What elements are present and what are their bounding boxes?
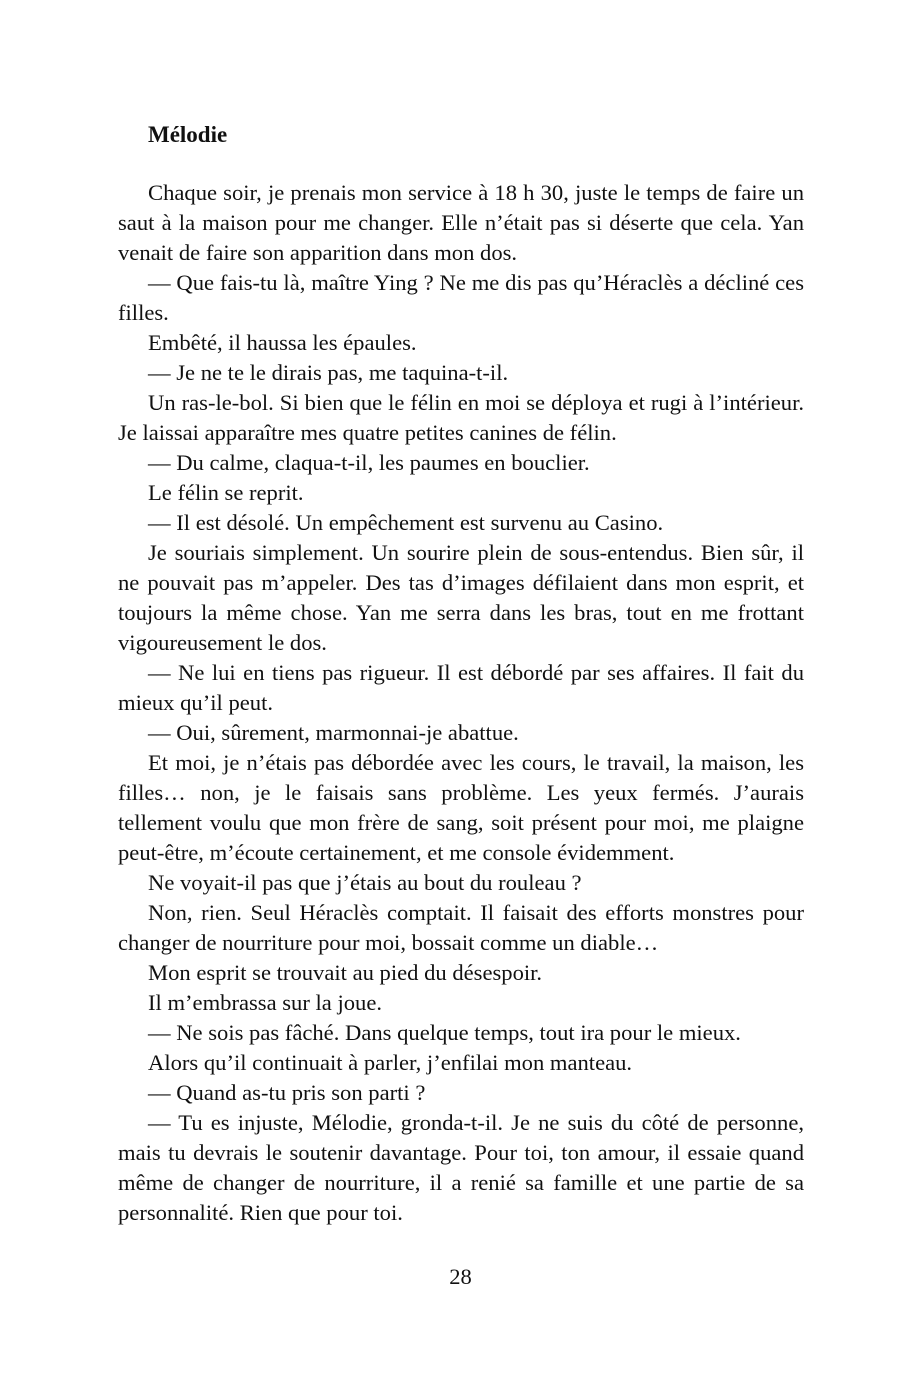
paragraph: Il m’embrassa sur la joue. [148, 990, 383, 1015]
page-number: 28 [449, 1264, 472, 1289]
paragraph: Embêté, il haussa les épaules. [148, 330, 417, 355]
paragraph: Non, rien. Seul Héraclès comptait. Il faisait des efforts monstres pour changer de nourriture pour moi, bossait comme un diable… [118, 900, 804, 955]
chapter-heading: Mélodie [148, 122, 228, 147]
paragraph: — Tu es injuste, Mélodie, gronda-t-il. Je ne suis du côté de personne, mais tu devrais le soutenir davantage. Pour toi, ton amour, il essaie quand même de changer de nourriture, il a renié sa famille et une partie de sa personnalité. Rien que pour toi. [118, 1110, 804, 1225]
paragraph: — Que fais-tu là, maître Ying ? Ne me dis pas qu’Héraclès a décliné ces filles. [118, 270, 804, 325]
paragraph: — Du calme, claqua-t-il, les paumes en bouclier. [148, 450, 590, 475]
paragraph: — Je ne te le dirais pas, me taquina-t-il. [148, 360, 509, 385]
paragraph: Ne voyait-il pas que j’étais au bout du rouleau ? [148, 870, 582, 895]
paragraph: — Oui, sûrement, marmonnai-je abattue. [148, 720, 519, 745]
paragraph: — Ne sois pas fâché. Dans quelque temps, tout ira pour le mieux. [148, 1020, 741, 1045]
paragraph: Je souriais simplement. Un sourire plein de sous-entendus. Bien sûr, il ne pouvait pas m’appeler. Des tas d’images défilaient dans mon esprit, et toujours la même chose. Yan me serra dans les bras, tout en me frottant vigoureusement le dos. [118, 540, 804, 655]
text-body [118, 178, 804, 1228]
paragraph: — Il est désolé. Un empêchement est survenu au Casino. [148, 510, 664, 535]
paragraph: Un ras-le-bol. Si bien que le félin en moi se déploya et rugi à l’intérieur. Je laissai apparaître mes quatre petites canines de félin. [118, 390, 804, 445]
paragraph: — Quand as-tu pris son parti ? [148, 1080, 426, 1105]
paragraph: Et moi, je n’étais pas débordée avec les cours, le travail, la maison, les filles… non, je le faisais sans problème. Les yeux fermés. J’aurais tellement voulu que mon frère de sang, soit présent pour moi, me plaigne peut-être, m’écoute certainement, et me console évidemment. [118, 750, 804, 865]
paragraph: Chaque soir, je prenais mon service à 18 h 30, juste le temps de faire un saut à la maison pour me changer. Elle n’était pas si déserte que cela. Yan venait de faire son apparition dans mon dos. [118, 180, 804, 265]
paragraph: — Ne lui en tiens pas rigueur. Il est débordé par ses affaires. Il fait du mieux qu’il peut. [118, 660, 804, 715]
paragraph: Mon esprit se trouvait au pied du désespoir. [148, 960, 543, 985]
paragraph: Alors qu’il continuait à parler, j’enfilai mon manteau. [148, 1050, 633, 1075]
paragraph: Le félin se reprit. [148, 480, 304, 505]
